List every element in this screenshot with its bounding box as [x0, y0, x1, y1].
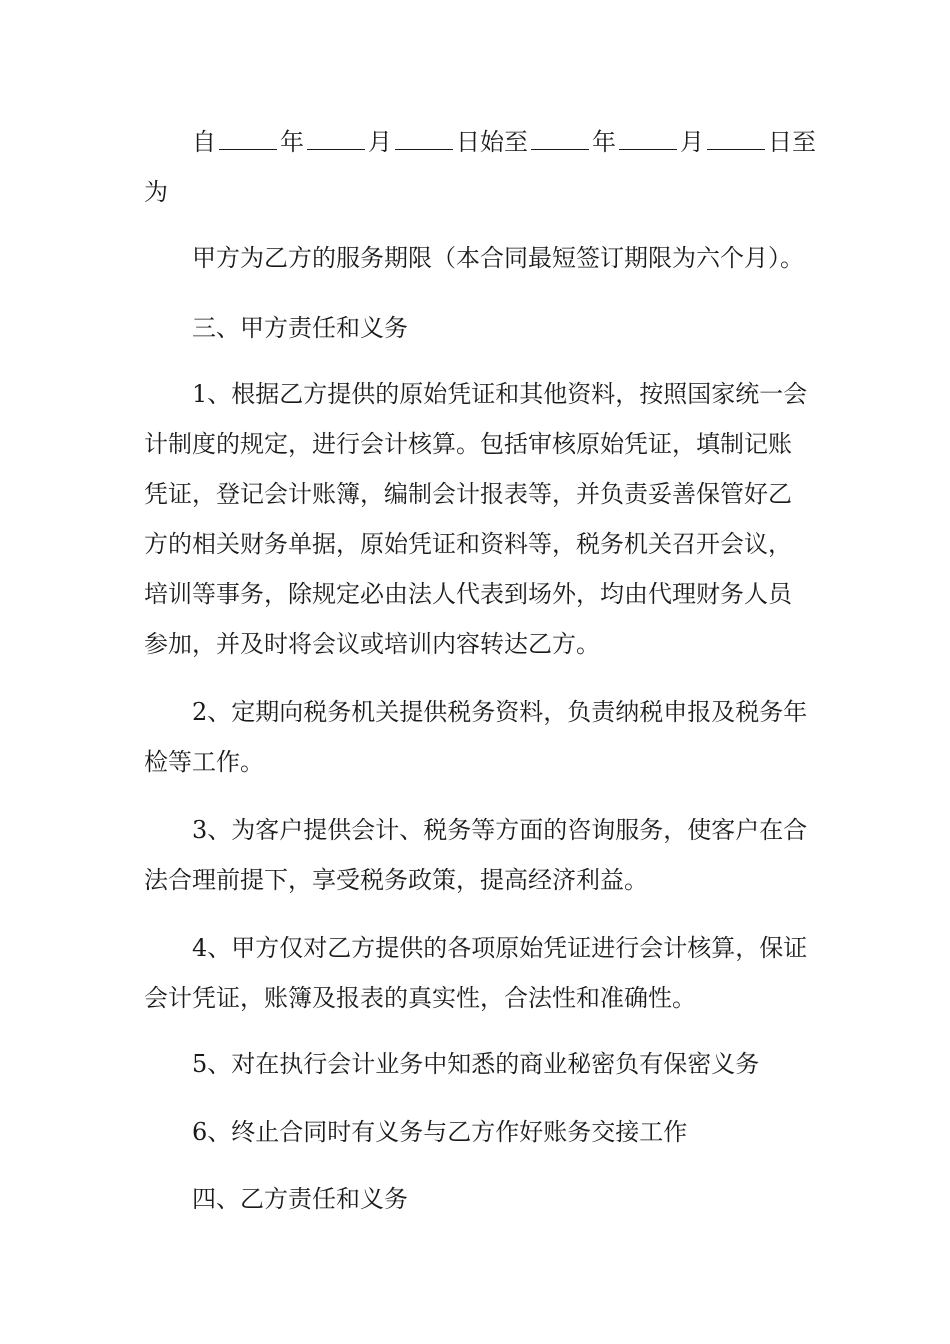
start-day-blank [395, 129, 453, 150]
service-period-dates [144, 117, 814, 217]
paragraph-line: 3、为客户提供会计、税务等方面的咨询服务，使客户在合 [192, 816, 808, 844]
month-label: 月 [368, 128, 392, 156]
period-line-continuation: 为 [144, 178, 168, 206]
section-4-heading: 四、乙方责任和义务 [192, 1185, 408, 1213]
paragraph-line: 2、定期向税务机关提供税务资料，负责纳税申报及税务年 [192, 698, 808, 726]
section-3-item-2 [144, 687, 814, 787]
end-month-blank [619, 129, 677, 150]
paragraph-line: 凭证，登记会计账簿，编制会计报表等，并负责妥善保管好乙 [144, 480, 792, 508]
service-period-text: 甲方为乙方的服务期限（本合同最短签订期限为六个月）。 [192, 244, 804, 272]
section-3-item-4 [144, 923, 814, 1023]
section-3-item-3 [144, 805, 814, 905]
paragraph-line: 计制度的规定，进行会计核算。包括审核原始凭证，填制记账 [144, 430, 792, 458]
start-year-blank [219, 129, 277, 150]
paragraph-line: 培训等事务，除规定必由法人代表到场外，均由代理财务人员 [144, 580, 792, 608]
section-3-heading: 三、甲方责任和义务 [192, 314, 408, 342]
paragraph-line: 法合理前提下，享受税务政策，提高经济利益。 [144, 866, 648, 894]
year-label: 年 [280, 128, 304, 156]
section-3-item-1 [144, 369, 814, 669]
section-3-item-5: 5、对在执行会计业务中知悉的商业秘密负有保密义务 [192, 1050, 760, 1078]
end-day-blank [707, 129, 765, 150]
from-label: 自 [192, 128, 216, 156]
start-month-blank [307, 129, 365, 150]
paragraph-line: 会计凭证，账簿及报表的真实性，合法性和准确性。 [144, 984, 696, 1012]
paragraph-line: 检等工作。 [144, 748, 264, 776]
paragraph-line: 1、根据乙方提供的原始凭证和其他资料，按照国家统一会 [192, 380, 808, 408]
year-label: 年 [592, 128, 616, 156]
period-date-line [144, 117, 814, 167]
day-end-label: 日至 [768, 128, 816, 156]
paragraph-line: 4、甲方仅对乙方提供的各项原始凭证进行会计核算，保证 [192, 934, 808, 962]
end-year-blank [531, 129, 589, 150]
month-label: 月 [680, 128, 704, 156]
day-start-to-label: 日始至 [456, 128, 528, 156]
section-3-item-6: 6、终止合同时有义务与乙方作好账务交接工作 [192, 1118, 688, 1146]
paragraph-line: 方的相关财务单据，原始凭证和资料等，税务机关召开会议， [144, 530, 792, 558]
paragraph-line: 参加，并及时将会议或培训内容转达乙方。 [144, 630, 600, 658]
